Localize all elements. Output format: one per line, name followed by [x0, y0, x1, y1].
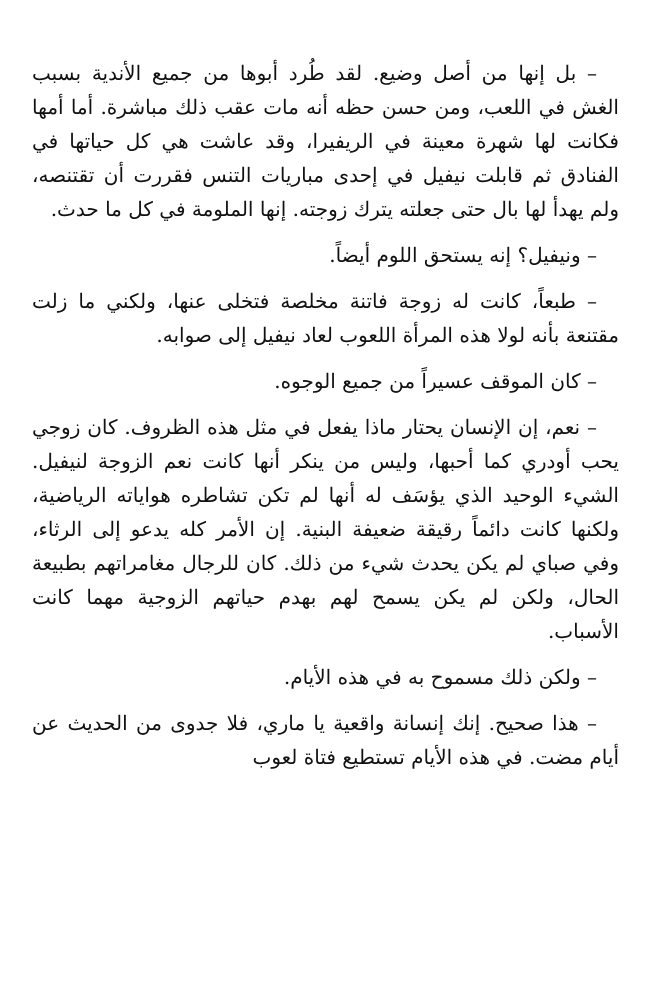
- paragraph-5: – نعم، إن الإنسان يحتار ماذا يفعل في مثل هذه الظروف. كان زوجي يحب أودري كما أحبها، وليس من ينكر أنها كانت نعم الزوجة لنيفيل. الشيء الوحيد الذي يؤسَف له أنها لم تكن تشاطره هواياته الرياضية، ولكنها كانت دائماً رقيقة ضعيفة البنية. إن الأمر كله يدعو إلى الرثاء، وفي صباي لم يكن يحدث شيء من ذلك. كان للرجال مغامراتهم بطبيعة الحال، ولكن لم يكن يسمح لهم بهدم حياتهم الزوجية مهما كانت الأسباب.: [32, 415, 619, 643]
- paragraph-6: – ولكن ذلك مسموح به في هذه الأيام.: [283, 665, 597, 689]
- book-page: [32, 56, 619, 786]
- paragraph-4: – كان الموقف عسيراً من جميع الوجوه.: [274, 369, 597, 393]
- paragraph-7: – هذا صحيح. إنك إنسانة واقعية يا ماري، فلا جدوى من الحديث عن أيام مضت. في هذه الأيام تستطيع فتاة لعوب: [32, 711, 619, 769]
- paragraph-1: – بل إنها من أصل وضيع. لقد طُرد أبوها من جميع الأندية بسبب الغش في اللعب، ومن حسن حظه أنه مات عقب ذلك مباشرة. أما أمها فكانت لها شهرة معينة في الريفيرا، وقد عاشت هي كل حياتها في الفنادق ثم قابلت نيفيل في إحدى مباريات التنس فقررت أن تقتنصه، ولم يهدأ لها بال حتى جعلته يترك زوجته. إنها الملومة في كل ما حدث.: [32, 61, 619, 221]
- paragraph-3: – طبعاً، كانت له زوجة فاتنة مخلصة فتخلى عنها، ولكني ما زلت مقتنعة بأنه لولا هذه المرأة اللعوب لعاد نيفيل إلى صوابه.: [32, 289, 619, 347]
- paragraph-2: – ونيفيل؟ إنه يستحق اللوم أيضاً.: [329, 243, 597, 267]
